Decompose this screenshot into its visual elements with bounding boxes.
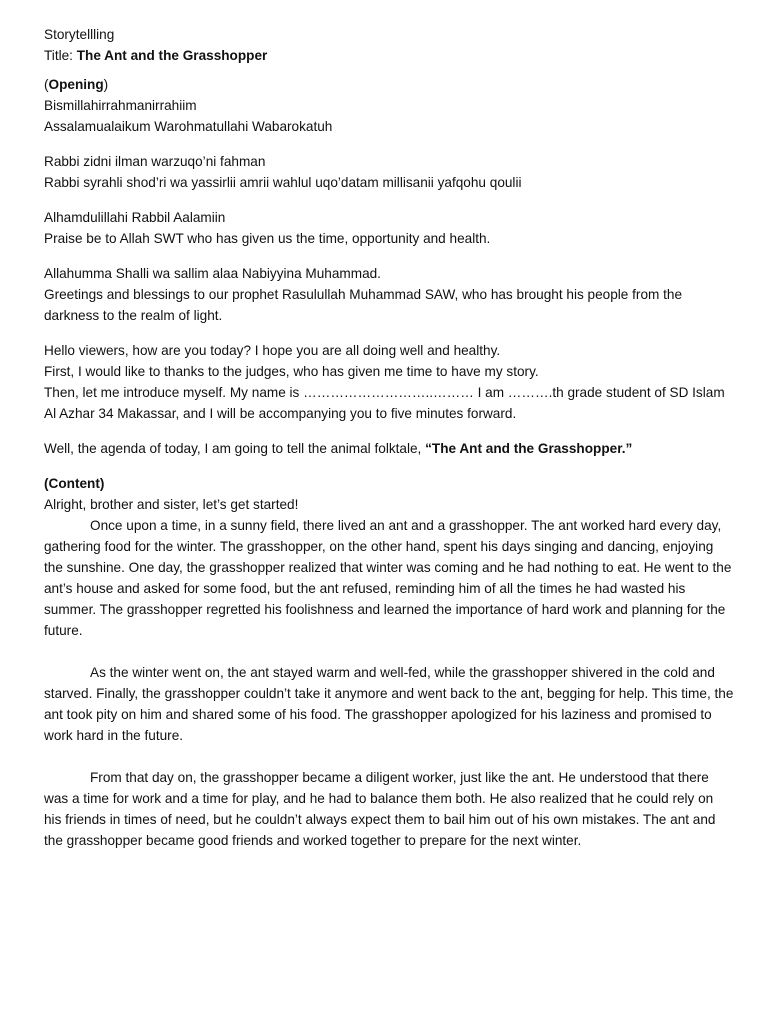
shalawat-line: Allahumma Shalli wa sallim alaa Nabiyyina Muhammad.: [44, 266, 381, 281]
story-paragraph: Once upon a time, in a sunny field, there lived an ant and a grasshopper. The ant worked hard every day, gathering food for the winter. The grasshopper, on the other hand, spent his days singing and dancing, enjoying the sunshine. One day, the grasshopper realized that winter was coming and he had nothing to eat. He went to the ant’s house and asked for some food, but the ant refused, reminding him of all the times he had wasted his summer. The grasshopper regretted his foolishness and learned the importance of hard work and planning for the future.: [44, 518, 732, 638]
document-page: [44, 24, 734, 851]
story-title: The Ant and the Grasshopper: [76, 48, 268, 63]
prayer-line: Rabbi syrahli shod’ri wa yassirlii amrii wahlul uqo’datam millisanii yafqohu qoulii: [44, 175, 522, 190]
content-label: (Content): [44, 476, 105, 491]
greeting-line: Hello viewers, how are you today? I hope you are all doing well and healthy.: [44, 343, 501, 358]
content-heading: [44, 473, 734, 494]
prayer-line: Rabbi zidni ilman warzuqo’ni fahman: [44, 154, 266, 169]
title-line: [44, 45, 734, 66]
content-intro: Alright, brother and sister, let’s get started!: [44, 497, 299, 512]
agenda-text: Well, the agenda of today, I am going to tell the animal folktale,: [44, 441, 426, 456]
shalawat-line: Greetings and blessings to our prophet Rasulullah Muhammad SAW, who has brought his people from the darkness to the realm of light.: [44, 287, 683, 323]
introduction: Then, let me introduce myself. My name is ………………………..……… I am ……….th grade student of SD Islam Al Azhar 34 Makassar, and I will be accompanying you to five minutes forward.: [44, 385, 725, 421]
opening-heading: [44, 74, 734, 95]
basmalah: Bismillahirrahmanirrahiim: [44, 98, 197, 113]
agenda-story-title: “The Ant and the Grasshopper.”: [425, 441, 633, 456]
story-paragraph: From that day on, the grasshopper became a diligent worker, just like the ant. He understood that there was a time for work and a time for play, and he had to balance them both. He also realized that he could rely on his friends in times of need, but he couldn’t always expect them to bail him out of his own mistakes. The ant and the grasshopper became good friends and worked together to prepare for the next winter.: [44, 770, 716, 848]
paren-open: (: [44, 77, 49, 92]
praise-line: Alhamdulillahi Rabbil Aalamiin: [44, 210, 226, 225]
agenda-line: [44, 438, 734, 459]
paren-close: ): [103, 77, 109, 92]
title-prefix: Title:: [44, 48, 73, 63]
opening-label: Opening: [48, 77, 104, 92]
doc-label: Storytellling: [44, 27, 115, 42]
greeting-line: First, I would like to thanks to the judges, who has given me time to have my story.: [44, 364, 539, 379]
praise-line: Praise be to Allah SWT who has given us the time, opportunity and health.: [44, 231, 491, 246]
salam: Assalamualaikum Warohmatullahi Wabarokatuh: [44, 119, 333, 134]
story-paragraph: As the winter went on, the ant stayed warm and well-fed, while the grasshopper shivered in the cold and starved. Finally, the grasshopper couldn’t take it anymore and went back to the ant, begging for help. This time, the ant took pity on him and shared some of his food. The grasshopper apologized for his laziness and promised to work hard in the future.: [44, 665, 734, 743]
